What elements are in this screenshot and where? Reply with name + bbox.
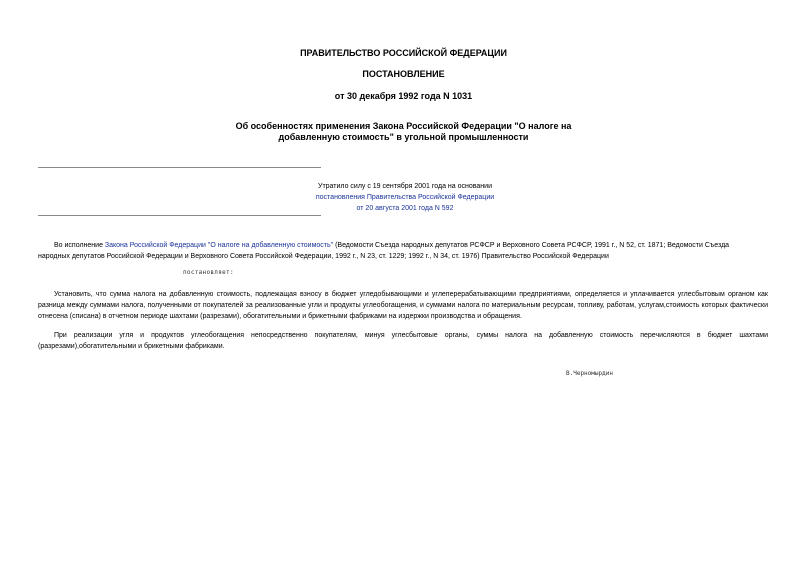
paragraph-vat-calculation <box>38 289 768 322</box>
document-kind-heading: ПОСТАНОВЛЕНИЕ <box>362 69 445 79</box>
government-heading: ПРАВИТЕЛЬСТВО РОССИЙСКОЙ ФЕДЕРАЦИИ <box>300 48 507 58</box>
intro-rest: (Ведомости Съезда народных депутатов РСФСР и Верховного Совета РСФСР, 1991 г., N 52, ст. 1871; Ведомости Съезда <box>333 242 730 249</box>
divider-bottom <box>38 215 321 216</box>
paragraph-vat-calculation-text: Установить, что сумма налога на добавленную стоимость, подлежащая взносу в бюджет угледобывающими и углеперерабатывающими предприятиями, определяется и уплачивается углесбытовым органом как разница между суммами налога, полученными от покупателей за реализованные угли и продукты углеобогащения, и суммами налога по материальным ресурсам, топливу, работам, услугам,стоимость которых фактически отнесена (списана) в отчетном периоде шахтами (разрезами), обогатительными и брикетными фабриками на издержки производства и обращения. <box>38 291 768 320</box>
status-note-text: Утратило силу с 19 сентября 2001 года на основании <box>318 183 492 190</box>
signature: В.Черномырдин <box>566 370 613 377</box>
intro-line-2: народных депутатов Российской Федерации и Верховного Совета Российской Федерации, 1992 г., N 23, ст. 1229; 1992 г., N 34, ст. 1976) Правительство Российской Федерации <box>38 253 609 260</box>
paragraph-intro <box>38 240 771 262</box>
repeal-decree-link-date[interactable]: от 20 августа 2001 года N 592 <box>356 205 454 212</box>
intro-prefix: Во исполнение <box>54 242 105 249</box>
vat-law-link[interactable]: Закона Российской Федерации "О налоге на добавленную стоимость" <box>104 242 334 249</box>
status-note <box>275 181 535 214</box>
divider-top <box>38 167 321 168</box>
postanovlyaet-label: постановляет: <box>183 269 234 276</box>
repeal-decree-link[interactable]: постановления Правительства Российской Федерации <box>315 194 495 201</box>
paragraph-direct-sales-text: При реализации угля и продуктов углеобогащения непосредственно покупателям, минуя углесбытовые органы, суммы налога на добавленную стоимость перечисляются в бюджет шахтами (разрезами),обогатительными и брикетными фабриками. <box>38 332 768 350</box>
paragraph-direct-sales <box>38 330 768 352</box>
date-number-heading: от 30 декабря 1992 года N 1031 <box>334 91 473 101</box>
document-title: Об особенностях применения Закона Российской Федерации "О налоге на добавленную стоимость" в угольной промышленности <box>235 121 572 142</box>
